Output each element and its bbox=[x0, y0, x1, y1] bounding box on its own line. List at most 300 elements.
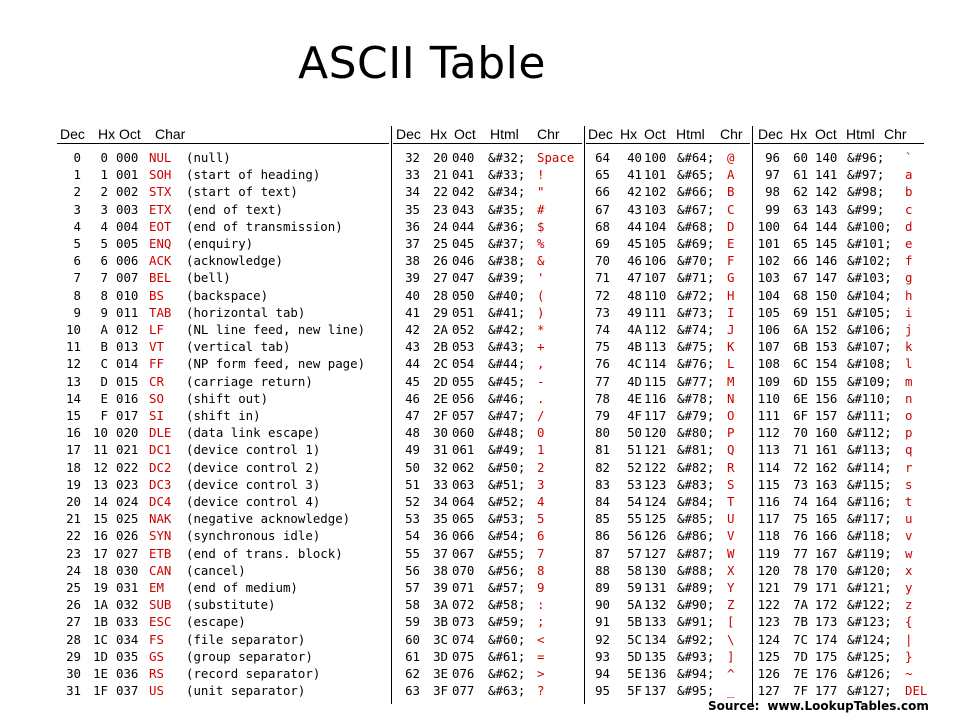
table-cell: 072 bbox=[452, 597, 475, 613]
table-cell: 12 bbox=[93, 459, 108, 475]
table-cell: ~ bbox=[905, 666, 913, 681]
table-cell: 146 bbox=[815, 253, 838, 269]
table-cell: a bbox=[905, 167, 913, 183]
table-cell: . bbox=[537, 390, 545, 406]
table-cell: (substitute) bbox=[186, 597, 276, 613]
table-cell: &#57; bbox=[488, 580, 526, 595]
table-cell: 6F bbox=[793, 408, 808, 423]
table-cell: 7 bbox=[537, 545, 545, 561]
table-cell: SOH bbox=[149, 167, 172, 183]
table-cell: l bbox=[905, 356, 913, 372]
column-header: Oct bbox=[815, 126, 837, 142]
table-cell: &#73; bbox=[677, 304, 715, 320]
table-cell: 1E bbox=[93, 666, 108, 681]
table-cell: BS bbox=[149, 287, 164, 303]
table-cell: c bbox=[905, 201, 913, 217]
table-cell: (file separator) bbox=[186, 631, 306, 647]
table-cell: &#107; bbox=[847, 339, 892, 355]
table-cell: 057 bbox=[452, 408, 475, 423]
table-cell: 31 bbox=[433, 442, 448, 458]
table-cell: o bbox=[905, 408, 913, 423]
table-cell: &#58; bbox=[488, 597, 526, 613]
column-header: Oct bbox=[644, 126, 666, 142]
table-cell: 113 bbox=[644, 339, 667, 355]
table-cell: 2F bbox=[433, 408, 448, 423]
table-cell: 33 bbox=[433, 476, 448, 492]
table-cell: ' bbox=[537, 270, 545, 286]
table-cell: &#69; bbox=[677, 236, 715, 251]
table-cell: 024 bbox=[116, 494, 139, 509]
table-cell: p bbox=[905, 425, 913, 441]
table-cell: &#111; bbox=[847, 408, 892, 423]
table-cell: R bbox=[727, 459, 735, 475]
table-cell: 28 bbox=[433, 287, 448, 303]
table-cell: 1F bbox=[93, 683, 108, 699]
table-cell: 26 bbox=[433, 253, 448, 269]
table-cell: 164 bbox=[815, 494, 838, 509]
table-cell: ) bbox=[537, 304, 545, 320]
table-cell: 57 bbox=[627, 545, 642, 561]
table-cell: 41 bbox=[627, 167, 642, 183]
column-header: Html bbox=[676, 126, 705, 142]
table-cell: 073 bbox=[452, 614, 475, 630]
table-cell: (shift in) bbox=[186, 408, 261, 423]
table-cell: 34 bbox=[405, 184, 420, 200]
column-header: Hx bbox=[620, 126, 638, 142]
table-cell: &#79; bbox=[677, 408, 715, 423]
table-cell: 37 bbox=[405, 236, 420, 251]
table-cell: 65 bbox=[793, 236, 808, 251]
table-cell: 9 bbox=[100, 304, 108, 320]
table-cell: Z bbox=[727, 597, 735, 613]
table-cell: g bbox=[905, 270, 913, 286]
table-cell: 60 bbox=[405, 631, 420, 647]
table-cell: 50 bbox=[627, 425, 642, 441]
table-cell: 51 bbox=[627, 442, 642, 458]
table-cell: r bbox=[905, 459, 913, 475]
table-cell: SUB bbox=[149, 597, 172, 613]
table-cell: &#36; bbox=[488, 218, 526, 234]
table-cell: 68 bbox=[793, 287, 808, 303]
table-cell: 29 bbox=[433, 304, 448, 320]
table-cell: 69 bbox=[595, 236, 610, 251]
table-cell: 96 bbox=[765, 150, 780, 165]
table-cell: 015 bbox=[116, 373, 139, 389]
table-cell: (carriage return) bbox=[186, 373, 313, 389]
table-cell: 90 bbox=[595, 597, 610, 613]
table-cell: 4F bbox=[627, 408, 642, 423]
table-cell: 025 bbox=[116, 511, 139, 527]
table-cell: &#91; bbox=[677, 614, 715, 630]
table-cell: &#43; bbox=[488, 339, 526, 355]
table-cell: (record separator) bbox=[186, 666, 321, 681]
table-cell: 87 bbox=[595, 545, 610, 561]
table-cell: 6 bbox=[100, 253, 108, 269]
table-cell: &#86; bbox=[677, 528, 715, 544]
table-cell: 27 bbox=[66, 614, 81, 630]
table-cell: 162 bbox=[815, 459, 838, 475]
table-cell: { bbox=[905, 614, 913, 630]
table-cell: 91 bbox=[595, 614, 610, 630]
table-cell: 061 bbox=[452, 442, 475, 458]
table-cell: 71 bbox=[595, 270, 610, 286]
table-cell: &#115; bbox=[847, 476, 892, 492]
table-cell: 4B bbox=[627, 339, 642, 355]
column-header: Dec bbox=[588, 126, 613, 142]
table-cell: &#85; bbox=[677, 511, 715, 527]
table-cell: 171 bbox=[815, 580, 838, 595]
table-cell: 003 bbox=[116, 201, 139, 217]
table-cell: &#89; bbox=[677, 580, 715, 595]
table-cell: 110 bbox=[757, 390, 780, 406]
table-cell: } bbox=[905, 648, 913, 664]
table-cell: 73 bbox=[595, 304, 610, 320]
table-cell: 16 bbox=[93, 528, 108, 544]
table-cell: 20 bbox=[66, 494, 81, 509]
table-cell: 5 bbox=[537, 511, 545, 527]
column-header: Html bbox=[846, 126, 875, 142]
table-cell: 041 bbox=[452, 167, 475, 183]
table-cell: 30 bbox=[433, 425, 448, 441]
table-cell: 55 bbox=[405, 545, 420, 561]
table-cell: 115 bbox=[757, 476, 780, 492]
table-cell: 29 bbox=[66, 648, 81, 664]
table-cell: 54 bbox=[627, 494, 642, 509]
table-cell: 68 bbox=[595, 218, 610, 234]
table-cell: y bbox=[905, 580, 913, 595]
table-cell: (backspace) bbox=[186, 287, 269, 303]
table-cell: &#117; bbox=[847, 511, 892, 527]
table-cell: 7F bbox=[793, 683, 808, 699]
table-cell: " bbox=[537, 184, 545, 200]
table-cell: 042 bbox=[452, 184, 475, 200]
table-cell: ETB bbox=[149, 545, 172, 561]
table-cell: 38 bbox=[433, 562, 448, 578]
table-cell: &#106; bbox=[847, 322, 892, 337]
table-cell: &#83; bbox=[677, 476, 715, 492]
table-cell: 4A bbox=[627, 322, 642, 337]
table-cell: (enquiry) bbox=[186, 236, 254, 251]
table-cell: 86 bbox=[595, 528, 610, 544]
table-cell: 134 bbox=[644, 631, 667, 647]
table-cell: E bbox=[100, 390, 108, 406]
table-cell: 6 bbox=[537, 528, 545, 544]
table-cell: 32 bbox=[433, 459, 448, 475]
table-cell: &#65; bbox=[677, 167, 715, 183]
table-cell: 0 bbox=[100, 150, 108, 165]
table-cell: (bell) bbox=[186, 270, 231, 286]
table-cell: 64 bbox=[793, 218, 808, 234]
table-cell: U bbox=[727, 511, 735, 527]
table-cell: 98 bbox=[765, 184, 780, 200]
table-cell: i bbox=[905, 304, 913, 320]
table-cell: 50 bbox=[405, 459, 420, 475]
table-cell: P bbox=[727, 425, 735, 441]
table-cell: 2C bbox=[433, 356, 448, 372]
table-cell: &#108; bbox=[847, 356, 892, 372]
table-cell: S bbox=[727, 476, 735, 492]
header-underline bbox=[586, 143, 750, 144]
table-cell: (device control 3) bbox=[186, 476, 321, 492]
table-cell: &#126; bbox=[847, 666, 892, 681]
table-cell: 42 bbox=[627, 184, 642, 200]
table-cell: 1 bbox=[73, 167, 81, 183]
table-cell: A bbox=[100, 322, 108, 337]
table-cell: &#47; bbox=[488, 408, 526, 423]
column-header: Dec bbox=[396, 126, 421, 142]
table-cell: 004 bbox=[116, 218, 139, 234]
table-cell: 141 bbox=[815, 167, 838, 183]
table-cell: 17 bbox=[66, 442, 81, 458]
table-cell: 2 bbox=[73, 184, 81, 200]
table-cell: 153 bbox=[815, 339, 838, 355]
table-cell: &#122; bbox=[847, 597, 892, 613]
table-cell: 124 bbox=[757, 631, 780, 647]
table-cell: E bbox=[727, 236, 735, 251]
table-cell: &#41; bbox=[488, 304, 526, 320]
table-cell: 63 bbox=[793, 201, 808, 217]
table-cell: 2B bbox=[433, 339, 448, 355]
table-cell: &#61; bbox=[488, 648, 526, 664]
table-cell: 42 bbox=[405, 322, 420, 337]
table-cell: 007 bbox=[116, 270, 139, 286]
table-cell: &#63; bbox=[488, 683, 526, 699]
table-cell: &#78; bbox=[677, 390, 715, 406]
table-cell: 49 bbox=[405, 442, 420, 458]
table-cell: ETX bbox=[149, 201, 172, 217]
column-header: Oct bbox=[454, 126, 476, 142]
table-cell: &#45; bbox=[488, 373, 526, 389]
table-cell: 15 bbox=[93, 511, 108, 527]
table-cell: ! bbox=[537, 167, 545, 183]
table-cell: 17 bbox=[93, 545, 108, 561]
table-cell: 014 bbox=[116, 356, 139, 372]
table-cell: 161 bbox=[815, 442, 838, 458]
table-cell: 6C bbox=[793, 356, 808, 372]
table-cell: 107 bbox=[644, 270, 667, 286]
table-cell: 136 bbox=[644, 666, 667, 681]
table-cell: 143 bbox=[815, 201, 838, 217]
table-cell: 44 bbox=[627, 218, 642, 234]
table-cell: EOT bbox=[149, 218, 172, 234]
table-cell: O bbox=[727, 408, 735, 423]
table-cell: 97 bbox=[765, 167, 780, 183]
table-cell: 4 bbox=[100, 218, 108, 234]
table-cell: &#75; bbox=[677, 339, 715, 355]
table-cell: v bbox=[905, 528, 913, 544]
table-cell: L bbox=[727, 356, 735, 372]
table-cell: ESC bbox=[149, 614, 172, 630]
table-cell: 102 bbox=[644, 184, 667, 200]
table-cell: 106 bbox=[757, 322, 780, 337]
table-cell: + bbox=[537, 339, 545, 355]
table-cell: 011 bbox=[116, 304, 139, 320]
table-cell: 033 bbox=[116, 614, 139, 630]
table-cell: &#118; bbox=[847, 528, 892, 544]
table-cell: 21 bbox=[433, 167, 448, 183]
table-cell: 104 bbox=[757, 287, 780, 303]
table-cell: &#38; bbox=[488, 253, 526, 269]
table-cell: &#125; bbox=[847, 648, 892, 664]
table-cell: < bbox=[537, 631, 545, 647]
table-cell: 126 bbox=[757, 666, 780, 681]
table-cell: 022 bbox=[116, 459, 139, 475]
column-divider bbox=[752, 126, 753, 704]
table-cell: 122 bbox=[757, 597, 780, 613]
table-cell: 46 bbox=[627, 253, 642, 269]
table-cell: 125 bbox=[644, 511, 667, 527]
table-cell: 9 bbox=[73, 304, 81, 320]
table-cell: 147 bbox=[815, 270, 838, 286]
table-cell: 125 bbox=[757, 648, 780, 664]
table-cell: 145 bbox=[815, 236, 838, 251]
table-cell: 108 bbox=[757, 356, 780, 372]
table-cell: 067 bbox=[452, 545, 475, 561]
source-credit bbox=[708, 698, 929, 714]
table-cell: 64 bbox=[595, 150, 610, 165]
table-cell: &#72; bbox=[677, 287, 715, 303]
table-cell: 132 bbox=[644, 597, 667, 613]
table-cell: &#116; bbox=[847, 494, 892, 509]
table-cell: 165 bbox=[815, 511, 838, 527]
table-cell: & bbox=[537, 253, 545, 269]
table-cell: 050 bbox=[452, 287, 475, 303]
header-underline bbox=[57, 143, 389, 144]
table-cell: 152 bbox=[815, 322, 838, 337]
table-cell: @ bbox=[727, 150, 735, 165]
table-cell: (unit separator) bbox=[186, 683, 306, 699]
table-cell: 5 bbox=[100, 236, 108, 251]
table-cell: 030 bbox=[116, 562, 139, 578]
table-cell: 14 bbox=[93, 494, 108, 509]
table-cell: q bbox=[905, 442, 913, 458]
table-cell: FF bbox=[149, 356, 164, 372]
table-cell: &#67; bbox=[677, 201, 715, 217]
table-cell: DC3 bbox=[149, 476, 172, 492]
table-cell: 100 bbox=[757, 218, 780, 234]
table-cell: d bbox=[905, 218, 913, 234]
column-header: Chr bbox=[884, 126, 907, 142]
table-cell: 052 bbox=[452, 322, 475, 337]
table-cell: 114 bbox=[644, 356, 667, 372]
table-cell: 53 bbox=[405, 511, 420, 527]
table-cell: RS bbox=[149, 666, 164, 681]
table-cell: 41 bbox=[405, 304, 420, 320]
table-cell: 104 bbox=[644, 218, 667, 234]
table-cell: | bbox=[905, 631, 913, 647]
table-cell: / bbox=[537, 408, 545, 423]
table-cell: ; bbox=[537, 614, 545, 630]
table-cell: (horizontal tab) bbox=[186, 304, 306, 320]
table-cell: M bbox=[727, 373, 735, 389]
table-cell: 062 bbox=[452, 459, 475, 475]
table-cell: 053 bbox=[452, 339, 475, 355]
table-cell: &#97; bbox=[847, 167, 885, 183]
table-cell: 38 bbox=[405, 253, 420, 269]
table-cell: ( bbox=[537, 287, 545, 303]
table-cell: 027 bbox=[116, 545, 139, 561]
table-cell: &#119; bbox=[847, 545, 892, 561]
table-cell: 127 bbox=[644, 545, 667, 561]
table-cell: 67 bbox=[595, 201, 610, 217]
table-cell: &#53; bbox=[488, 511, 526, 527]
table-cell: 63 bbox=[405, 683, 420, 699]
table-cell: 88 bbox=[595, 562, 610, 578]
table-cell: (shift out) bbox=[186, 390, 269, 406]
table-cell: &#70; bbox=[677, 253, 715, 269]
column-header: Chr bbox=[720, 126, 743, 142]
table-cell: 047 bbox=[452, 270, 475, 286]
table-cell: = bbox=[537, 648, 545, 664]
table-cell: 077 bbox=[452, 683, 475, 699]
table-cell: &#90; bbox=[677, 597, 715, 613]
table-cell: 065 bbox=[452, 511, 475, 527]
table-cell: &#88; bbox=[677, 562, 715, 578]
table-cell: G bbox=[727, 270, 735, 286]
table-cell: 021 bbox=[116, 442, 139, 458]
table-cell: 150 bbox=[815, 287, 838, 303]
table-cell: 102 bbox=[757, 253, 780, 269]
table-cell: 117 bbox=[644, 408, 667, 423]
table-cell: 120 bbox=[757, 562, 780, 578]
table-cell: H bbox=[727, 287, 735, 303]
table-cell: 000 bbox=[116, 150, 139, 165]
table-cell: 72 bbox=[595, 287, 610, 303]
table-cell: &#124; bbox=[847, 631, 892, 647]
table-cell: 79 bbox=[793, 580, 808, 595]
table-cell: 57 bbox=[405, 580, 420, 595]
table-cell: &#60; bbox=[488, 631, 526, 647]
table-cell: 133 bbox=[644, 614, 667, 630]
table-cell: 62 bbox=[793, 184, 808, 200]
column-header: Dec bbox=[758, 126, 783, 142]
table-cell: 79 bbox=[595, 408, 610, 423]
table-cell: 24 bbox=[66, 562, 81, 578]
table-cell: 31 bbox=[66, 683, 81, 699]
table-cell: 30 bbox=[66, 666, 81, 681]
table-cell: 43 bbox=[405, 339, 420, 355]
table-cell: 72 bbox=[793, 459, 808, 475]
table-cell: $ bbox=[537, 218, 545, 234]
table-cell: 127 bbox=[757, 683, 780, 699]
table-cell: LF bbox=[149, 322, 164, 337]
table-cell: 006 bbox=[116, 253, 139, 269]
table-cell: &#99; bbox=[847, 201, 885, 217]
table-cell: 112 bbox=[757, 425, 780, 441]
table-cell: &#123; bbox=[847, 614, 892, 630]
table-cell: &#42; bbox=[488, 322, 526, 337]
table-cell: 7 bbox=[100, 270, 108, 286]
table-cell: 46 bbox=[405, 390, 420, 406]
table-cell: 076 bbox=[452, 666, 475, 681]
table-cell: &#110; bbox=[847, 390, 892, 406]
table-cell: u bbox=[905, 511, 913, 527]
table-cell: 105 bbox=[757, 304, 780, 320]
table-cell: 56 bbox=[405, 562, 420, 578]
table-cell: 28 bbox=[66, 631, 81, 647]
table-cell: 58 bbox=[405, 597, 420, 613]
table-cell: &#114; bbox=[847, 459, 892, 475]
table-cell: 47 bbox=[627, 270, 642, 286]
table-cell: 8 bbox=[537, 562, 545, 578]
table-cell: K bbox=[727, 339, 735, 355]
table-cell: 101 bbox=[757, 236, 780, 251]
table-cell: 27 bbox=[433, 270, 448, 286]
table-cell: 18 bbox=[66, 459, 81, 475]
table-cell: 119 bbox=[757, 545, 780, 561]
table-cell: 7 bbox=[73, 270, 81, 286]
table-cell: 163 bbox=[815, 476, 838, 492]
